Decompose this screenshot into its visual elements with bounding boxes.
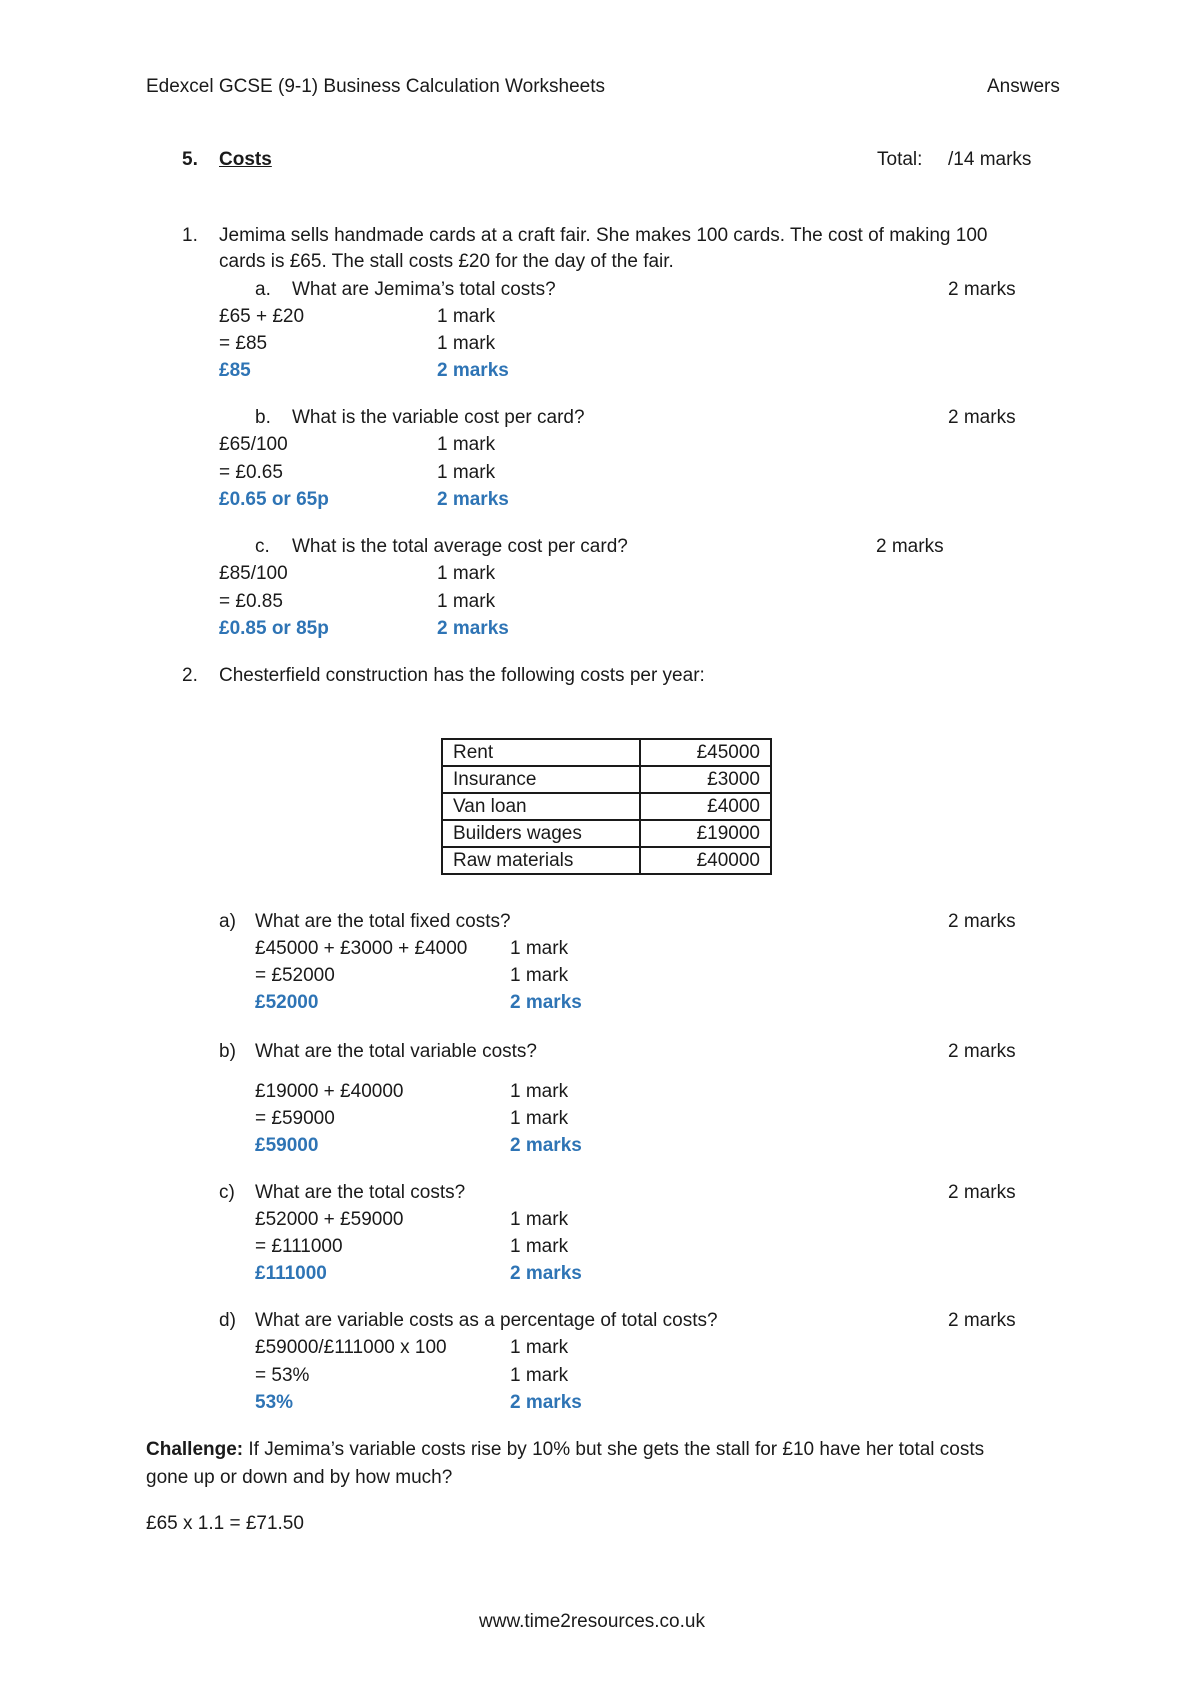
q1b-working-1-mark: 1 mark <box>437 434 496 455</box>
q2c-working-2-mark: 1 mark <box>510 1236 569 1257</box>
table-cell-value: £4000 <box>640 793 771 820</box>
table-cell-item: Raw materials <box>442 847 640 874</box>
q2d-marks: 2 marks <box>948 1310 1016 1331</box>
q2c-answer: £111000 <box>255 1263 327 1284</box>
q1a-question: What are Jemima’s total costs? <box>292 279 556 300</box>
table-cell-item: Builders wages <box>442 820 640 847</box>
challenge-text: If Jemima’s variable costs rise by 10% but she gets the stall for £10 have her total costs <box>243 1439 985 1460</box>
q1a-working-2: = £85 <box>219 333 268 354</box>
q1a-marks: 2 marks <box>948 279 1016 300</box>
q1a-working-1: £65 + £20 <box>219 306 305 327</box>
total-label: Total: <box>877 149 923 170</box>
q1a-letter: a. <box>255 279 271 300</box>
q2d-working-1: £59000/£111000 x 100 <box>255 1337 447 1358</box>
q2a-working-1-mark: 1 mark <box>510 938 569 959</box>
q1b-working-2: = £0.65 <box>219 462 283 483</box>
table-row <box>442 793 771 820</box>
q2a-marks: 2 marks <box>948 911 1016 932</box>
q1-text-line1: Jemima sells handmade cards at a craft fair. She makes 100 cards. The cost of making 100 <box>219 225 988 246</box>
table-cell-item: Insurance <box>442 766 640 793</box>
q2b-answer: £59000 <box>255 1135 319 1156</box>
q2b-question: What are the total variable costs? <box>255 1041 537 1062</box>
table-cell-item: Rent <box>442 739 640 766</box>
q1c-working-1-mark: 1 mark <box>437 563 496 584</box>
total-marks: /14 marks <box>948 149 1032 170</box>
table-row <box>442 739 771 766</box>
q1c-working-1: £85/100 <box>219 563 288 584</box>
q1b-working-2-mark: 1 mark <box>437 462 496 483</box>
q2c-working-1-mark: 1 mark <box>510 1209 569 1230</box>
q2d-working-2: = 53% <box>255 1365 310 1386</box>
q2b-working-1-mark: 1 mark <box>510 1081 569 1102</box>
q2c-working-1: £52000 + £59000 <box>255 1209 404 1230</box>
table-cell-value: £45000 <box>640 739 771 766</box>
q2d-answer: 53% <box>255 1392 294 1413</box>
challenge-label: Challenge: <box>146 1439 244 1460</box>
q2a-working-2-mark: 1 mark <box>510 965 569 986</box>
q2a-answer: £52000 <box>255 992 319 1013</box>
q1b-answer: £0.65 or 65p <box>219 489 329 510</box>
q2-text: Chesterfield construction has the following costs per year: <box>219 665 705 686</box>
q2d-question: What are variable costs as a percentage of total costs? <box>255 1310 718 1331</box>
q2c-marks: 2 marks <box>948 1182 1016 1203</box>
q2d-working-2-mark: 1 mark <box>510 1365 569 1386</box>
q1a-working-2-mark: 1 mark <box>437 333 496 354</box>
q2a-question: What are the total fixed costs? <box>255 911 511 932</box>
challenge-text-line1 <box>146 1438 984 1462</box>
q1a-answer: £85 <box>219 360 251 381</box>
q1a-answer-mark: 2 marks <box>437 360 509 381</box>
q2b-letter: b) <box>219 1041 236 1062</box>
table-row <box>442 847 771 874</box>
table-cell-value: £3000 <box>640 766 771 793</box>
q1b-question: What is the variable cost per card? <box>292 407 585 428</box>
table-cell-item: Van loan <box>442 793 640 820</box>
q2d-answer-mark: 2 marks <box>510 1392 582 1413</box>
q1c-answer-mark: 2 marks <box>437 618 509 639</box>
header-title: Edexcel GCSE (9-1) Business Calculation Worksheets <box>146 76 606 97</box>
q2d-working-1-mark: 1 mark <box>510 1337 569 1358</box>
q1c-working-2-mark: 1 mark <box>437 591 496 612</box>
q2a-working-1: £45000 + £3000 + £4000 <box>255 938 468 959</box>
q1b-marks: 2 marks <box>948 407 1016 428</box>
section-title: Costs <box>219 149 272 170</box>
q1b-letter: b. <box>255 407 271 428</box>
table-row <box>442 766 771 793</box>
q2a-letter: a) <box>219 911 236 932</box>
q1a-working-1-mark: 1 mark <box>437 306 496 327</box>
q2-number: 2. <box>182 665 198 686</box>
q2b-working-1: £19000 + £40000 <box>255 1081 404 1102</box>
q2a-answer-mark: 2 marks <box>510 992 582 1013</box>
header-answers-label: Answers <box>987 76 1060 97</box>
q1c-letter: c. <box>255 536 270 557</box>
q2b-working-2-mark: 1 mark <box>510 1108 569 1129</box>
q1b-working-1: £65/100 <box>219 434 288 455</box>
q1c-answer: £0.85 or 85p <box>219 618 329 639</box>
q1b-answer-mark: 2 marks <box>437 489 509 510</box>
q1c-marks: 2 marks <box>876 536 944 557</box>
q2b-marks: 2 marks <box>948 1041 1016 1062</box>
costs-table <box>441 738 772 875</box>
q2b-answer-mark: 2 marks <box>510 1135 582 1156</box>
q2c-question: What are the total costs? <box>255 1182 466 1203</box>
challenge-working: £65 x 1.1 = £71.50 <box>146 1513 304 1534</box>
q1c-question: What is the total average cost per card? <box>292 536 628 557</box>
table-cell-value: £19000 <box>640 820 771 847</box>
q1c-working-2: = £0.85 <box>219 591 283 612</box>
q1-text-line2: cards is £65. The stall costs £20 for the day of the fair. <box>219 251 674 272</box>
challenge-text-line2: gone up or down and by how much? <box>146 1467 453 1488</box>
table-row <box>442 820 771 847</box>
q1-number: 1. <box>182 225 198 246</box>
q2b-working-2: = £59000 <box>255 1108 335 1129</box>
q2c-working-2: = £111000 <box>255 1236 343 1257</box>
q2c-answer-mark: 2 marks <box>510 1263 582 1284</box>
q2a-working-2: = £52000 <box>255 965 335 986</box>
q2c-letter: c) <box>219 1182 235 1203</box>
table-cell-value: £40000 <box>640 847 771 874</box>
section-number: 5. <box>182 149 198 170</box>
footer-url[interactable]: www.time2resources.co.uk <box>479 1611 705 1632</box>
q2d-letter: d) <box>219 1310 236 1331</box>
